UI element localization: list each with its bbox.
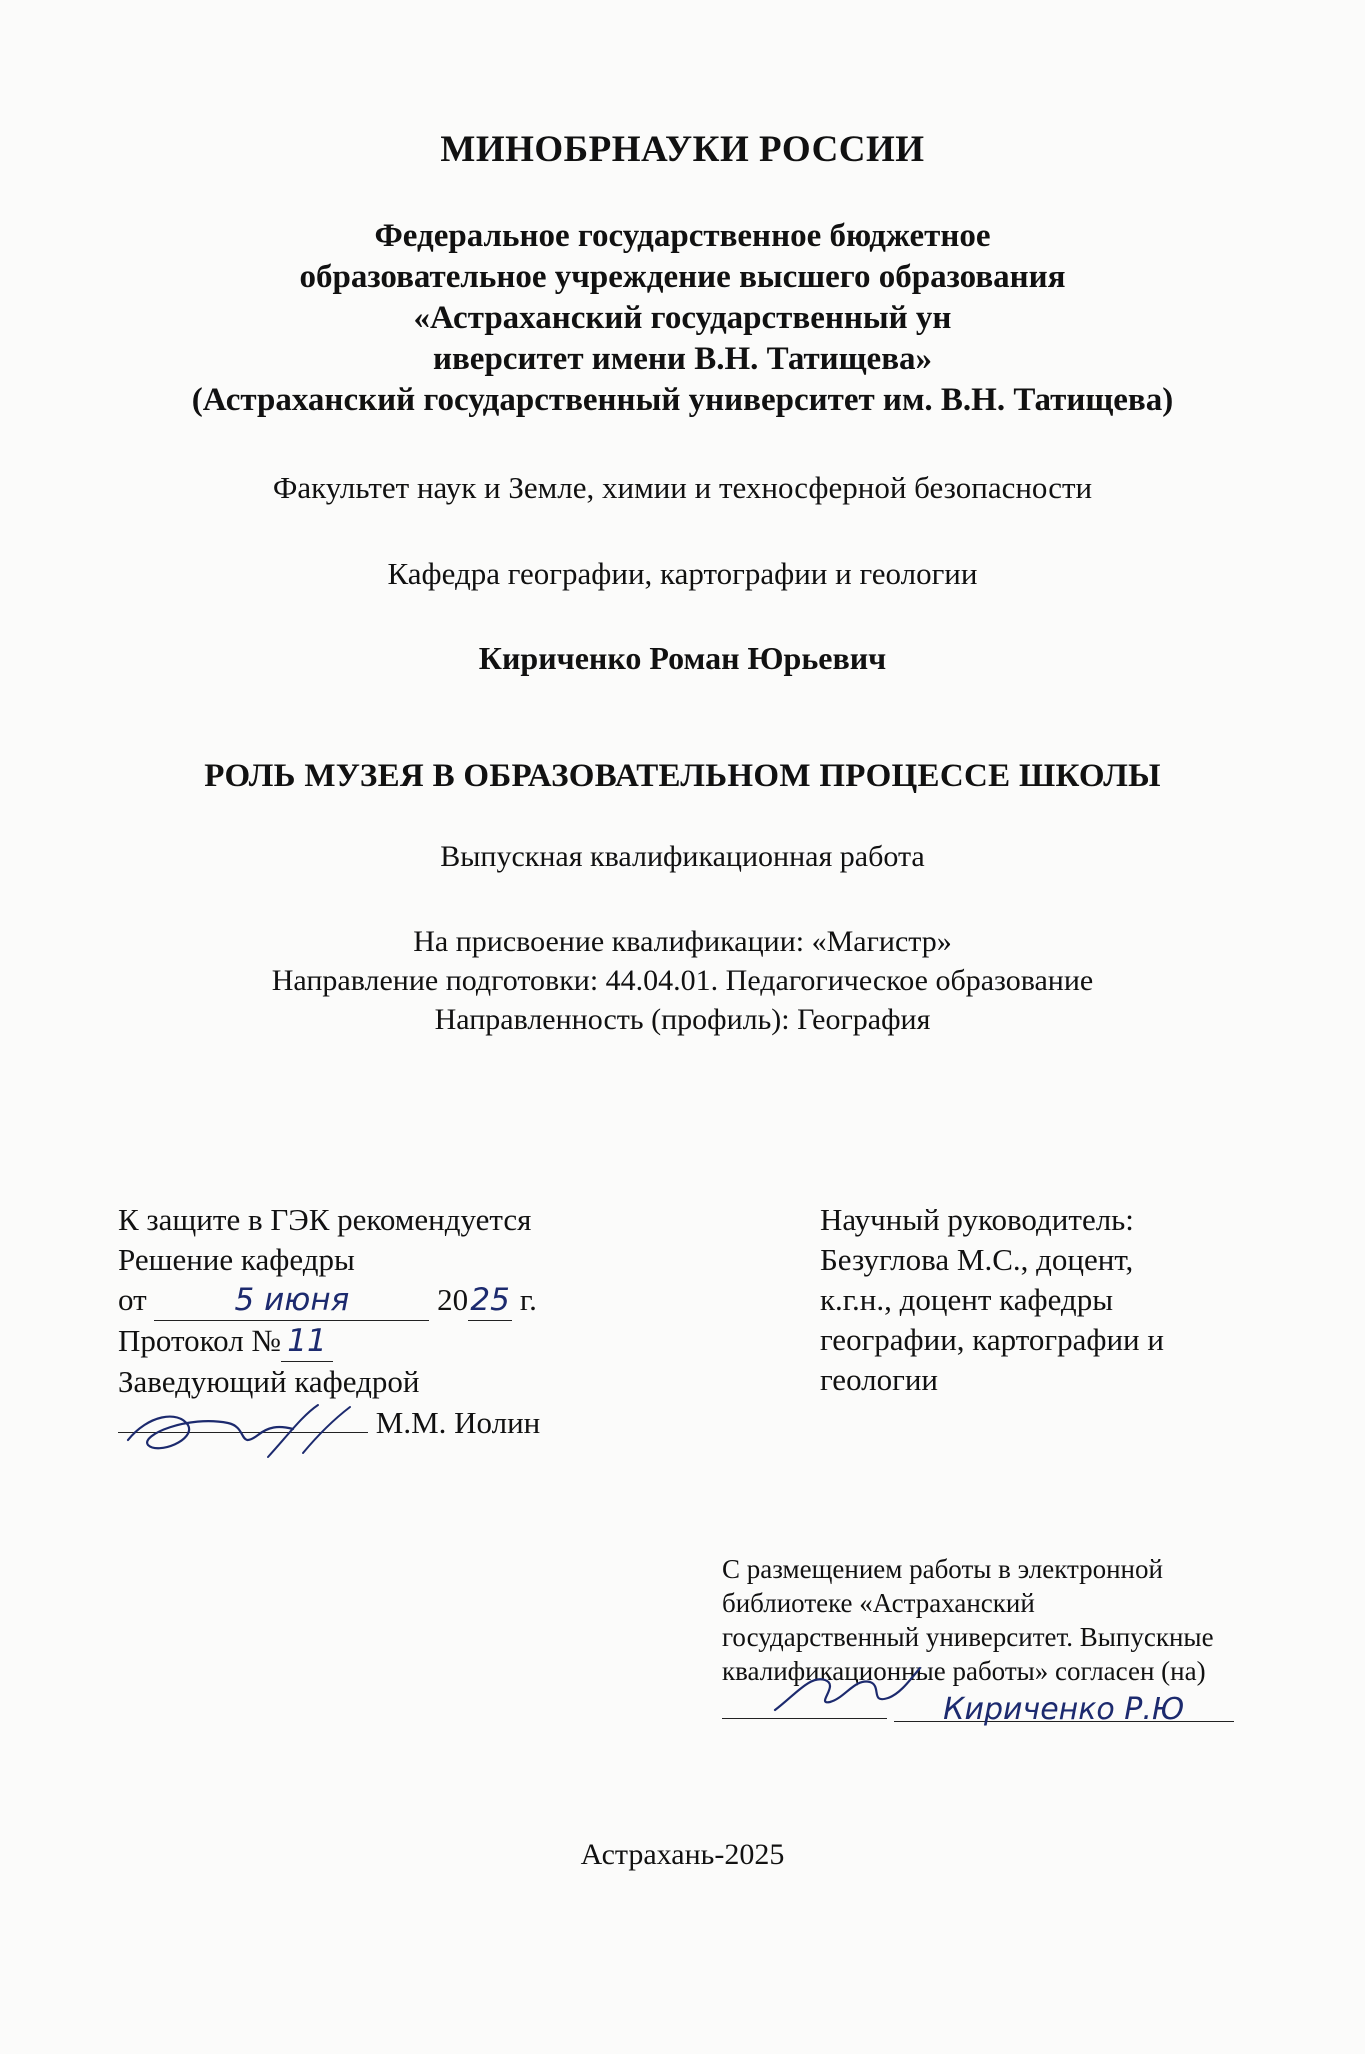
- date-field: [154, 1280, 429, 1321]
- thesis-title: РОЛЬ МУЗЕЯ В ОБРАЗОВАТЕЛЬНОМ ПРОЦЕССЕ ШКОЛЫ: [204, 758, 1161, 794]
- department-name: Кафедра географии, картографии и геологии: [387, 556, 978, 591]
- university-line: «Астраханский государственный ун: [413, 300, 952, 336]
- ministry-heading: МИНОБРНАУКИ РОССИИ: [440, 129, 925, 170]
- faculty-name: Факультет наук и Земле, химии и техносферной безопасности: [272, 470, 1093, 505]
- handwritten-protocol-number: 11: [287, 1323, 327, 1359]
- year-suffix: г.: [519, 1282, 537, 1317]
- qualification-line: На присвоение квалификации: «Магистр»: [413, 925, 952, 958]
- consent-name-field: [894, 1692, 1234, 1727]
- author-name: Кириченко Роман Юрьевич: [478, 640, 887, 676]
- university-line: образовательное учреждение высшего образования: [299, 259, 1066, 295]
- handwritten-year: 25: [470, 1282, 510, 1318]
- student-signature-icon: [770, 1660, 930, 1720]
- university-name: [0, 216, 1365, 421]
- consent-line: С размещением работы в электронной: [722, 1554, 1163, 1584]
- year-prefix: 20: [437, 1282, 469, 1317]
- supervisor-department: географии, картографии и: [820, 1322, 1164, 1357]
- decision-date-line: [118, 1280, 638, 1321]
- consent-line: государственный университет. Выпускные: [722, 1622, 1214, 1652]
- supervisor-degree: к.г.н., доцент кафедры: [820, 1282, 1114, 1317]
- qualification-block: [0, 922, 1365, 1039]
- head-signature-icon: [118, 1395, 378, 1475]
- direction-line: Направление подготовки: 44.04.01. Педагогическое образование: [271, 964, 1094, 997]
- city-year: Астрахань-2025: [580, 1838, 785, 1871]
- defense-recommendation: К защите в ГЭК рекомендуется: [118, 1202, 532, 1237]
- supervisor-department-cont: геологии: [820, 1362, 939, 1397]
- consent-line: библиотеке «Астраханский: [722, 1588, 1035, 1618]
- protocol-label: Протокол №: [118, 1323, 281, 1358]
- head-label: Заведующий кафедрой: [118, 1364, 420, 1399]
- university-line: (Астраханский государственный университет им. В.Н. Татищева): [191, 382, 1174, 418]
- year-field: [468, 1280, 512, 1321]
- from-label: от: [118, 1282, 147, 1317]
- consent-line: квалификационные работы» согласен (на): [722, 1656, 1206, 1686]
- university-line: Федеральное государственное бюджетное: [374, 218, 991, 254]
- protocol-line: [118, 1321, 638, 1362]
- work-type: Выпускная квалификационная работа: [440, 840, 925, 873]
- handwritten-student-name: Кириченко Р.Ю: [943, 1692, 1185, 1727]
- supervisor-name: Безуглова М.С., доцент,: [820, 1242, 1134, 1277]
- department-decision: Решение кафедры: [118, 1242, 355, 1277]
- protocol-field: [281, 1321, 333, 1362]
- supervisor-block: [820, 1200, 1260, 1400]
- profile-line: Направленность (профиль): География: [434, 1003, 931, 1036]
- head-name: М.М. Иолин: [375, 1405, 541, 1440]
- supervisor-label: Научный руководитель:: [820, 1202, 1134, 1237]
- university-line: иверситет имени В.Н. Татищева»: [432, 341, 933, 377]
- handwritten-date: 5 июня: [234, 1282, 350, 1318]
